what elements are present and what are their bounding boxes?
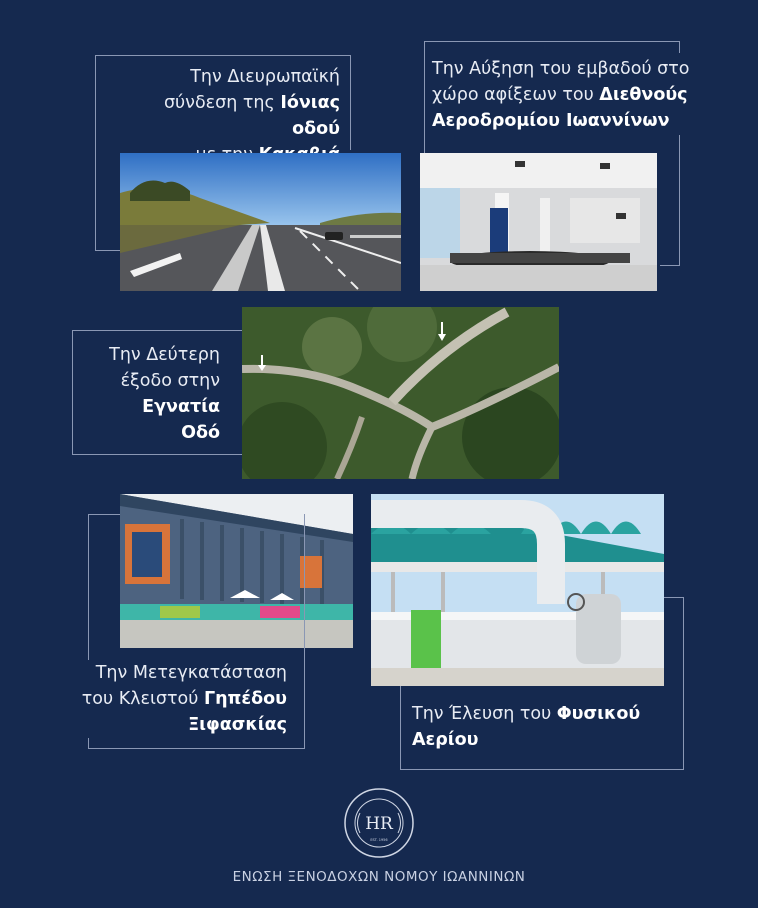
caption-pipeline-bold: Φυσικού <box>556 704 641 724</box>
frame-airport-top <box>424 41 679 42</box>
frame-airport-left <box>424 41 425 153</box>
frame-airport-right <box>679 41 680 53</box>
caption-airport-line3: Αεροδρομίου Ιωαννίνων <box>432 111 670 131</box>
caption-interchange-line2: έξοδο στην <box>120 371 220 391</box>
caption-airport-line2: χώρο αφίξεων του <box>432 85 600 105</box>
frame-highway-right <box>350 55 351 150</box>
frame-pipeline-top <box>664 597 683 598</box>
caption-pipeline-bold2: Αερίου <box>412 730 479 750</box>
caption-interchange <box>80 342 220 446</box>
caption-pipeline-line1: Την Έλευση του <box>412 704 557 724</box>
gas-pipeline-photo <box>371 494 664 686</box>
caption-interchange-bold: Εγνατία <box>142 397 220 417</box>
logo-est: EST. 1956 <box>370 838 388 842</box>
caption-interchange-line1: Την Δεύτερη <box>109 345 220 365</box>
frame-arena-top <box>88 514 120 515</box>
caption-airport <box>432 56 742 134</box>
caption-interchange-bold2: Οδό <box>181 423 220 443</box>
aerial-interchange-photo <box>242 307 559 479</box>
organization-name: ΕΝΩΣΗ ΞΕΝΟΔΟΧΩΝ ΝΟΜΟΥ ΙΩΑΝΝΙΝΩΝ <box>232 869 526 885</box>
caption-highway-bold: Ιόνιας οδού <box>280 93 340 139</box>
caption-pipeline <box>412 701 682 753</box>
frame-pipeline-bottom <box>400 769 684 770</box>
caption-arena-line1: Την Μετεγκατάσταση <box>95 663 287 683</box>
caption-airport-line1: Την Αύξηση του εμβαδού στο <box>432 59 690 79</box>
caption-highway-line2: σύνδεση της <box>163 93 281 113</box>
caption-arena-bold: Γηπέδου <box>203 689 287 709</box>
hotels-association-logo <box>343 787 415 859</box>
logo-letters: HR <box>365 814 393 834</box>
caption-arena-line2: του Κλειστού <box>81 689 204 709</box>
airport-arrivals-photo <box>420 153 657 291</box>
caption-arena <box>55 660 287 738</box>
frame-pipeline-left <box>400 686 401 769</box>
frame-airport-right2 <box>679 135 680 265</box>
frame-highway-bottom <box>95 250 120 251</box>
caption-highway-line1: Την Διευρωπαϊκή <box>190 67 340 87</box>
caption-airport-bold: Διεθνούς <box>599 85 688 105</box>
frame-airport-bottom <box>660 265 680 266</box>
frame-pipeline-right <box>683 597 684 769</box>
highway-photo <box>120 153 401 291</box>
caption-arena-bold2: Ξιφασκίας <box>188 715 287 735</box>
